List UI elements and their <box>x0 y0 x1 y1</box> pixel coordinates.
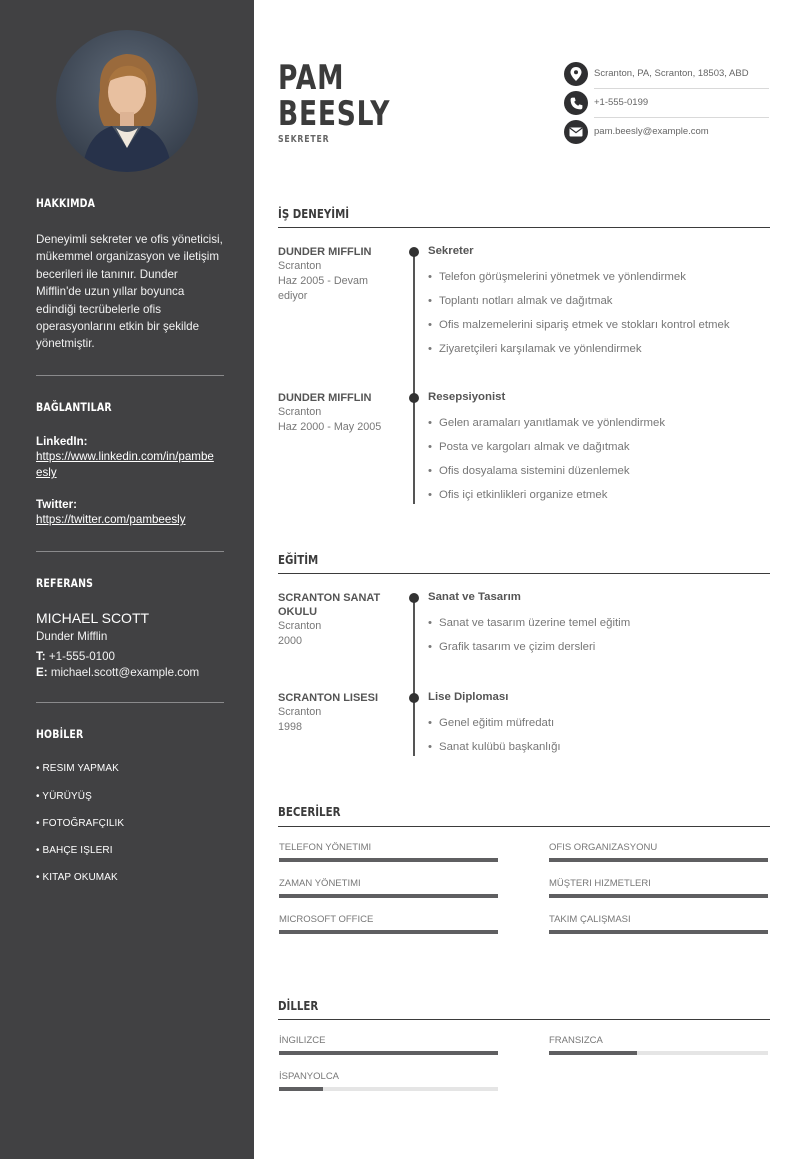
phone-icon <box>564 91 588 115</box>
languages-heading: DİLLER <box>278 998 319 1013</box>
timeline-line <box>413 598 415 756</box>
reference-company: Dunder Mifflin <box>36 630 108 643</box>
education-degree: Sanat ve Tasarım <box>428 591 521 603</box>
section-rule <box>278 227 770 228</box>
language-item <box>278 1035 498 1059</box>
hobby-item: • RESIM YAPMAK <box>36 763 119 774</box>
contact-email <box>564 118 769 147</box>
reference-email-value: michael.scott@example.com <box>50 666 200 679</box>
link-linkedin <box>36 435 220 481</box>
skill-bar-track <box>549 930 768 934</box>
language-name: İNGILIZCE <box>279 1035 326 1046</box>
location-pin-icon <box>564 62 588 86</box>
skill-name: ZAMAN YÖNETIMI <box>279 878 361 889</box>
twitter-link[interactable]: https://twitter.com/pambeesly <box>36 513 186 526</box>
hobbies-heading: HOBİLER <box>36 727 84 741</box>
linkedin-link[interactable]: https://www.linkedin.com/in/pambeesly <box>36 450 214 479</box>
skill-name: MÜŞTERI HIZMETLERI <box>549 878 651 889</box>
skill-bar-track <box>279 930 498 934</box>
timeline-dot <box>409 593 419 603</box>
skill-item <box>278 842 498 866</box>
hobby-item: • BAHÇE IŞLERI <box>36 845 113 856</box>
skill-name: TELEFON YÖNETIMI <box>279 842 372 853</box>
skill-item <box>278 878 498 902</box>
skill-bar-track <box>549 894 768 898</box>
skill-bar-fill <box>279 930 498 934</box>
timeline-dot <box>409 393 419 403</box>
timeline-line <box>413 252 415 504</box>
education-bullet: • Sanat ve tasarım üzerine temel eğitim <box>428 617 630 629</box>
skill-bar-fill <box>549 894 768 898</box>
about-heading: HAKKIMDA <box>36 196 96 210</box>
divider <box>36 551 224 552</box>
skill-item <box>548 914 768 938</box>
experience-bullet: • Ofis içi etkinlikleri organize etmek <box>428 489 607 501</box>
divider <box>36 375 224 376</box>
language-bar-fill <box>279 1051 498 1055</box>
section-rule <box>278 1019 770 1020</box>
skill-bar-fill <box>279 858 498 862</box>
education-location: Scranton <box>278 620 322 632</box>
link-label: LinkedIn: <box>36 435 88 448</box>
divider <box>36 702 224 703</box>
skill-bar-track <box>279 894 498 898</box>
last-name: BEESLY <box>278 94 391 134</box>
experience-location: Scranton <box>278 260 322 272</box>
section-rule <box>278 573 770 574</box>
experience-bullet: • Ofis dosyalama sistemini düzenlemek <box>428 465 630 477</box>
link-label: Twitter: <box>36 498 78 511</box>
skill-bar-track <box>279 858 498 862</box>
about-text: Deneyimli sekreter ve ofis yöneticisi, mükemmel organizasyon ve iletişim becerileri ile tanınır. Dunder Mifflin'de uzun yıllar boyunca edindiği tecrübelerle ofis operasyonlarını etkin bir şekilde yönetmiştir. <box>36 233 223 351</box>
experience-dates: Haz 2005 - Devam ediyor <box>278 275 369 302</box>
hobby-item: • KITAP OKUMAK <box>36 872 118 883</box>
skill-name: TAKIM ÇALIŞMASI <box>549 914 631 925</box>
reference-phone <box>36 650 115 663</box>
experience-location: Scranton <box>278 406 322 418</box>
experience-role: Resepsiyonist <box>428 391 506 403</box>
experience-bullet: • Ofis malzemelerini sipariş etmek ve stokları kontrol etmek <box>428 319 730 331</box>
experience-heading: İŞ DENEYİMİ <box>278 206 350 221</box>
experience-role: Sekreter <box>428 245 474 257</box>
language-bar-track <box>279 1087 498 1091</box>
hobby-item: • FOTOĞRAFÇILIK <box>36 818 125 829</box>
job-title: SEKRETER <box>278 134 330 145</box>
language-bar-track <box>279 1051 498 1055</box>
skills-heading: BECERİLER <box>278 804 341 819</box>
timeline-dot <box>409 247 419 257</box>
education-org: SCRANTON SANAT OKULU <box>278 592 381 618</box>
education-degree: Lise Diploması <box>428 691 509 703</box>
experience-bullet: • Telefon görüşmelerini yönetmek ve yönlendirmek <box>428 271 686 283</box>
reference-name: MICHAEL SCOTT <box>36 610 150 626</box>
email-icon <box>564 120 588 144</box>
language-bar-fill <box>279 1087 323 1091</box>
sidebar <box>0 0 254 1159</box>
language-name: FRANSIZCA <box>549 1035 603 1046</box>
skill-item <box>278 914 498 938</box>
education-org: SCRANTON LISESI <box>278 692 379 704</box>
experience-bullet: • Gelen aramaları yanıtlamak ve yönlendirmek <box>428 417 665 429</box>
hobby-item: • YÜRÜYÜŞ <box>36 791 92 802</box>
link-twitter <box>36 498 220 528</box>
contact-phone <box>564 89 769 118</box>
skill-bar-fill <box>279 894 498 898</box>
skill-bar-track <box>549 858 768 862</box>
person-portrait-icon <box>56 30 198 172</box>
contact-address <box>564 60 769 89</box>
experience-dates: Haz 2000 - May 2005 <box>278 421 382 433</box>
experience-org: DUNDER MIFFLIN <box>278 246 372 258</box>
skill-item <box>548 842 768 866</box>
reference-email-label: E: <box>36 666 48 679</box>
education-location: Scranton <box>278 706 322 718</box>
section-rule <box>278 826 770 827</box>
experience-org: DUNDER MIFFLIN <box>278 392 372 404</box>
reference-phone-label: T: <box>36 650 46 663</box>
skill-item <box>548 878 768 902</box>
reference-phone-value: +1-555-0100 <box>48 650 115 663</box>
contact-address-text: Scranton, PA, Scranton, 18503, ABD <box>594 68 749 79</box>
education-heading: EĞİTİM <box>278 552 319 567</box>
education-bullet: • Sanat kulübü başkanlığı <box>428 741 561 753</box>
education-dates: 1998 <box>278 721 303 733</box>
skill-name: MICROSOFT OFFICE <box>279 914 374 925</box>
experience-bullet: • Toplantı notları almak ve dağıtmak <box>428 295 612 307</box>
experience-bullet: • Posta ve kargoları almak ve dağıtmak <box>428 441 630 453</box>
education-bullet: • Genel eğitim müfredatı <box>428 717 554 729</box>
contact-phone-text: +1-555-0199 <box>594 97 649 108</box>
experience-bullet: • Ziyaretçileri karşılamak ve yönlendirmek <box>428 343 642 355</box>
education-bullet: • Grafik tasarım ve çizim dersleri <box>428 641 595 653</box>
language-item <box>278 1071 498 1095</box>
contact-email-text: pam.beesly@example.com <box>594 126 709 137</box>
language-bar-fill <box>549 1051 637 1055</box>
reference-email <box>36 666 199 679</box>
language-item <box>548 1035 768 1059</box>
reference-heading: REFERANS <box>36 576 94 590</box>
language-bar-track <box>549 1051 768 1055</box>
timeline-dot <box>409 693 419 703</box>
first-name: PAM <box>278 58 345 98</box>
links-heading: BAĞLANTILAR <box>36 400 112 414</box>
profile-photo <box>56 30 198 172</box>
education-dates: 2000 <box>278 635 303 647</box>
skill-bar-fill <box>549 930 768 934</box>
skill-bar-fill <box>549 858 768 862</box>
skill-name: OFIS ORGANIZASYONU <box>549 842 658 853</box>
language-name: İSPANYOLCA <box>279 1071 340 1082</box>
